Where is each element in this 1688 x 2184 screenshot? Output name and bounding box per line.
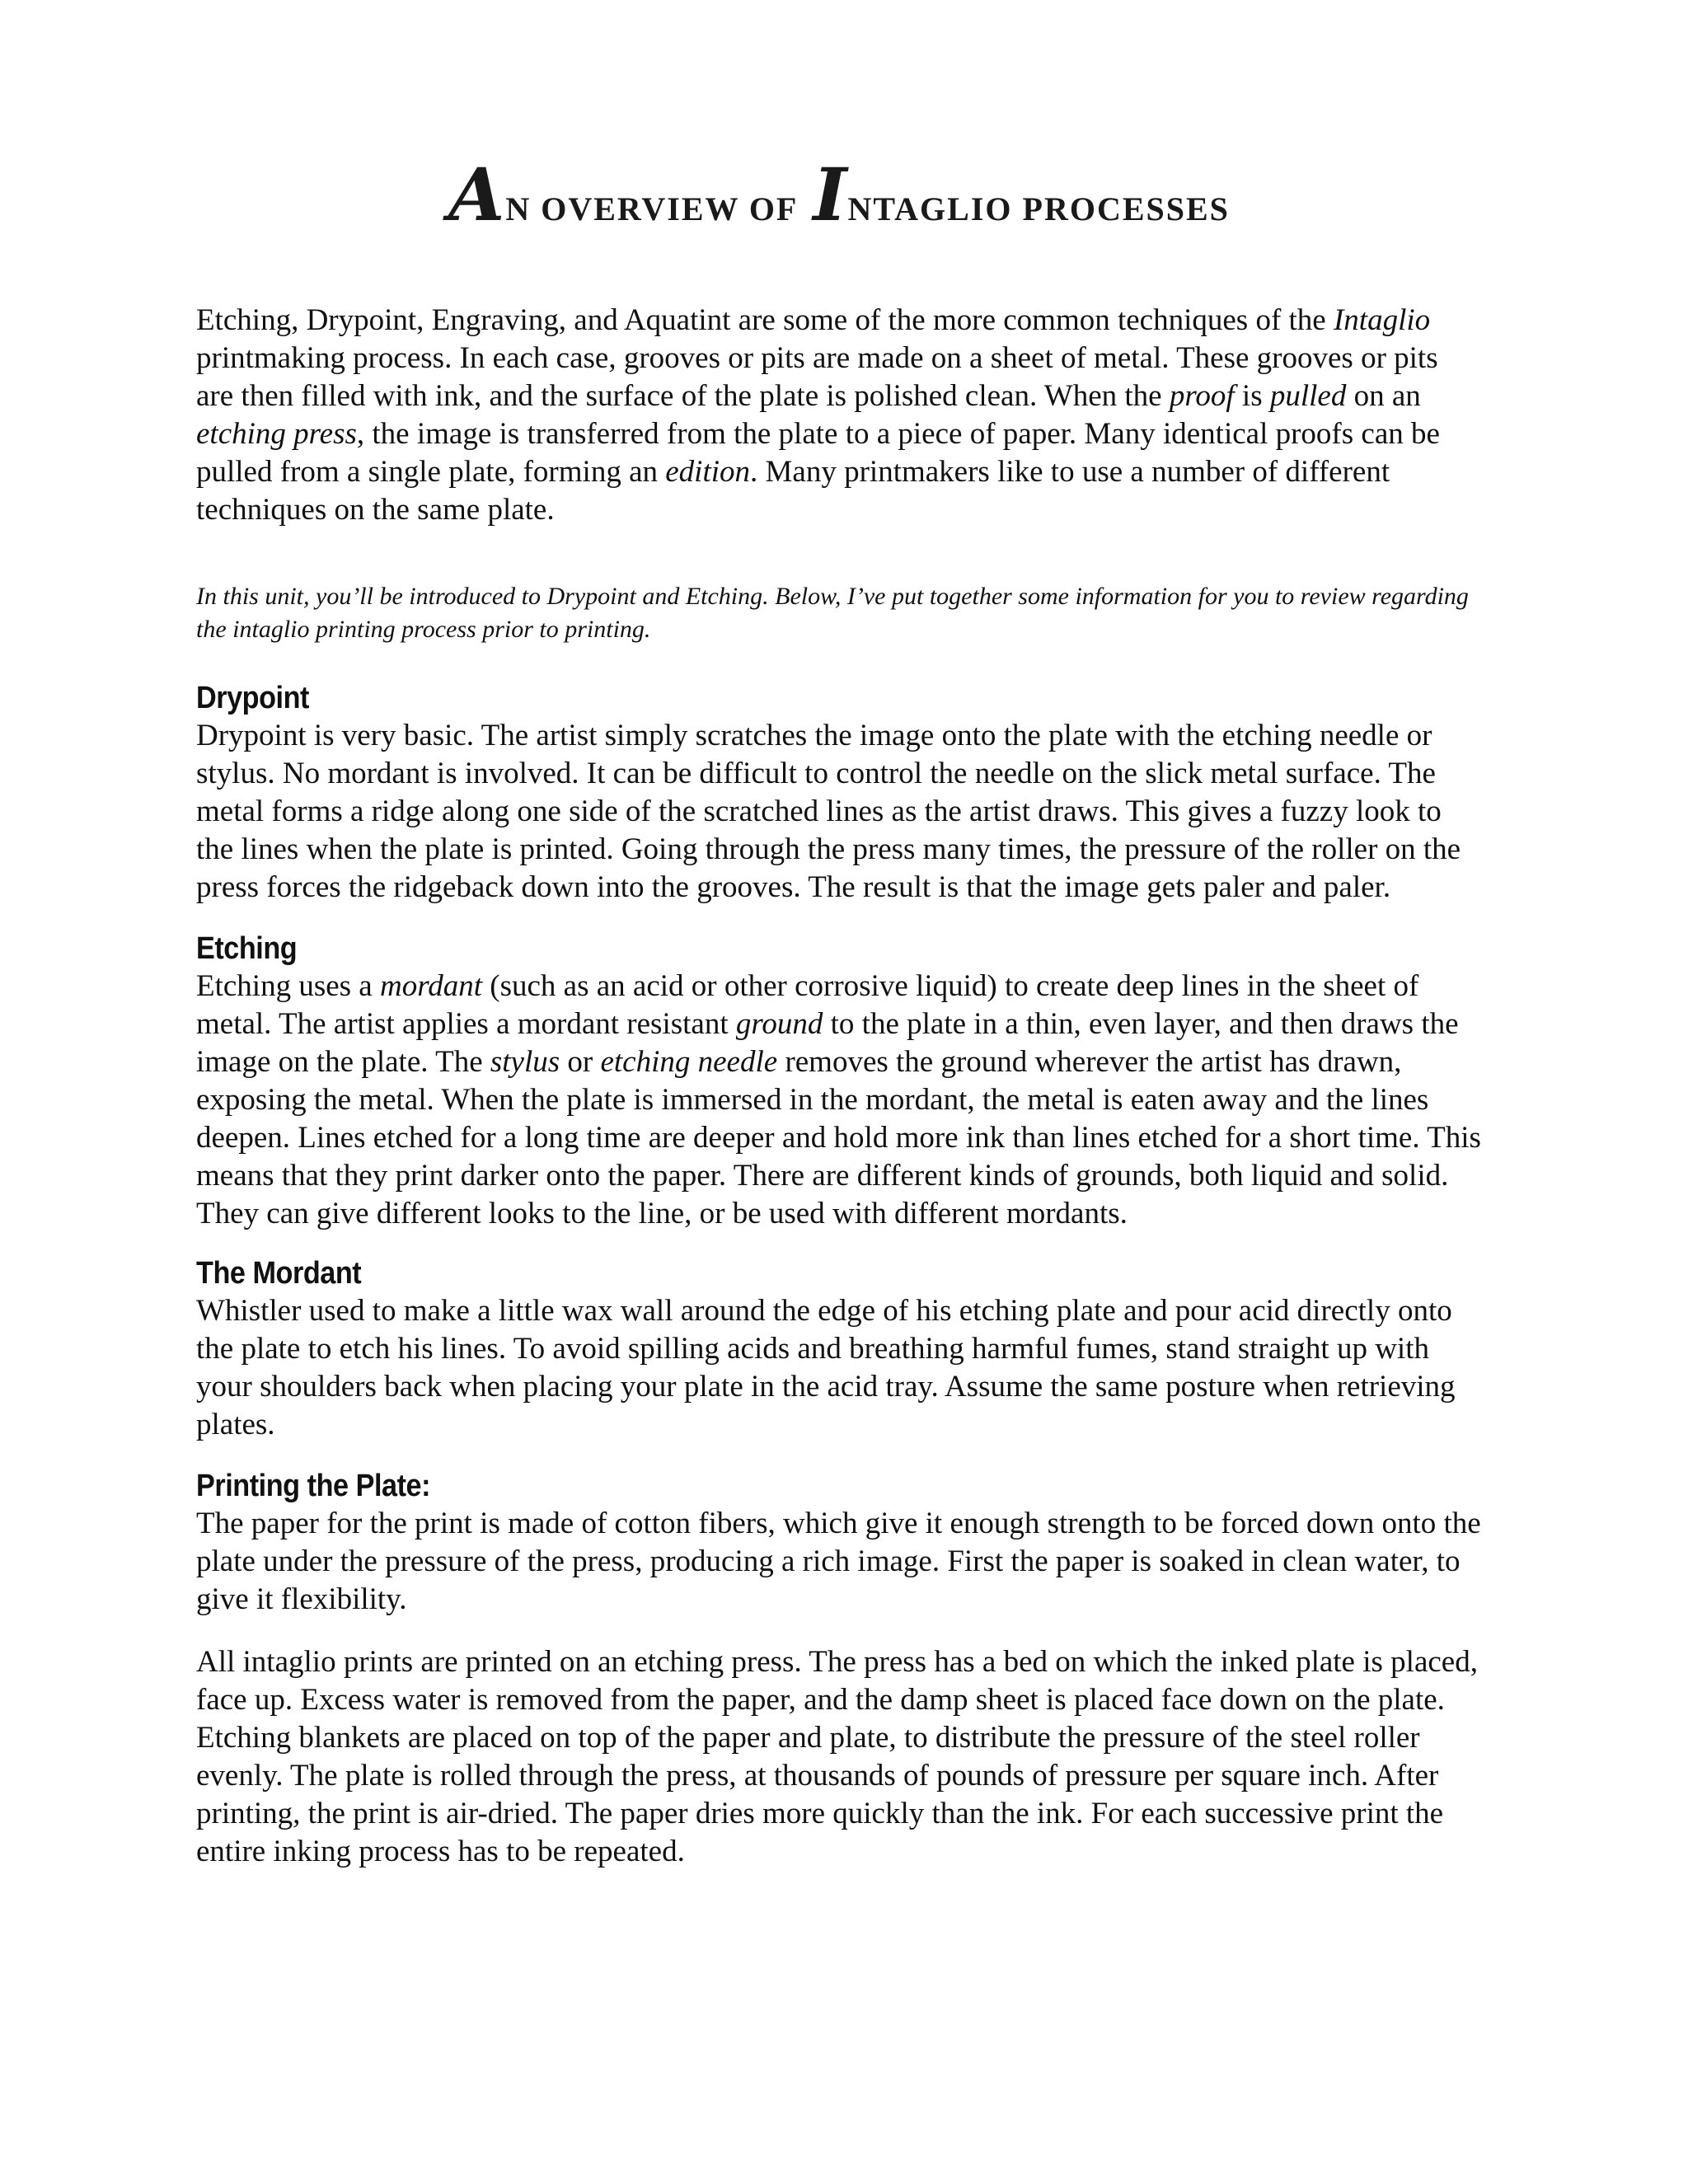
drypoint-heading: Drypoint bbox=[196, 681, 309, 715]
intro-term-pulled: pulled bbox=[1269, 379, 1347, 413]
intro-text-6: . Many printmakers like to use a number of different techniques on the same plate. bbox=[196, 455, 1390, 527]
etching-term-stylus: stylus bbox=[490, 1045, 560, 1079]
etching-term-mordant: mordant bbox=[379, 969, 483, 1003]
intro-text-2: printmaking process. In each case, grooves or pits are made on a sheet of metal. These grooves or pits are then filled with ink, and the surface of the plate is polished clean. When the bbox=[196, 341, 1438, 413]
page-title bbox=[196, 152, 1482, 237]
drypoint-paragraph: Drypoint is very basic. The artist simply scratches the image onto the plate with the etching needle or stylus. No mordant is involved. It can be difficult to control the needle on the slick metal surface. The metal forms a ridge along one side of the scratched lines as the artist draws. This gives a fuzzy look to the lines when the plate is printed. Going through the press many times, the pressure of the roller on the press forces the ridgeback down into the grooves. The result is that the image gets paler and paler. bbox=[196, 719, 1461, 904]
mordant-paragraph: Whistler used to make a little wax wall around the edge of his etching plate and pour acid directly onto the plate to etch his lines. To avoid spilling acids and breathing harmful fumes, stand straight up with your shoulders back when placing your plate in the acid tray. Assume the same posture when retrieving plates. bbox=[196, 1294, 1456, 1441]
etching-text-1: Etching uses a bbox=[196, 969, 380, 1003]
etching-text-4: or bbox=[560, 1045, 601, 1079]
mordant-heading: The Mordant bbox=[196, 1256, 362, 1291]
etching-text-2: (such as an acid or other corrosive liquid) to create deep lines in the sheet of metal. The artist applies a mordant resistant bbox=[196, 969, 1419, 1041]
title-initial-a: A bbox=[448, 152, 506, 237]
printing-paragraph-2: All intaglio prints are printed on an etching press. The press has a bed on which the inked plate is placed, face up. Excess water is removed from the paper, and the damp sheet is placed face down on the plate. Etching blankets are placed on top of the paper and plate, to distribute the pressure of the steel roller evenly. The plate is rolled through the press, at thousands of pounds of pressure per square inch. After printing, the print is air-dried. The paper dries more quickly than the ink. For each successive print the entire inking process has to be repeated. bbox=[196, 1645, 1478, 1868]
printing-heading: Printing the Plate: bbox=[196, 1469, 431, 1503]
title-part-1: N OVERVIEW OF bbox=[505, 190, 799, 227]
intro-text-5: , the image is transferred from the plate to a piece of paper. Many identical proofs can be pulled from a single plate, forming an bbox=[196, 417, 1440, 489]
title-part-2: NTAGLIO PROCESSES bbox=[847, 190, 1230, 227]
intro-term-intaglio: Intaglio bbox=[1333, 303, 1431, 337]
unit-note: In this unit, you’ll be introduced to Drypoint and Etching. Below, I’ve put together some information for you to review regarding the intaglio printing process prior to printing. bbox=[196, 583, 1469, 643]
etching-term-ground: ground bbox=[735, 1007, 823, 1041]
intro-text-1: Etching, Drypoint, Engraving, and Aquatint are some of the more common techniques of the bbox=[196, 303, 1334, 337]
etching-heading: Etching bbox=[196, 931, 298, 966]
etching-paragraph bbox=[196, 968, 1482, 1233]
etching-text-5: removes the ground wherever the artist has drawn, exposing the metal. When the plate is immersed in the mordant, the metal is eaten away and the lines deepen. Lines etched for a long time are deeper and hold more ink than lines etched for a short time. This means that they print darker onto the paper. There are different kinds of grounds, both liquid and solid. They can give different looks to the line, or be used with different mordants. bbox=[196, 1045, 1481, 1230]
printing-paragraph-1: The paper for the print is made of cotton fibers, which give it enough strength to be forced down onto the plate under the pressure of the press, producing a rich image. First the paper is soaked in clean water, to give it flexibility. bbox=[196, 1507, 1481, 1616]
intro-text-3: is bbox=[1234, 379, 1270, 413]
intro-term-edition: edition bbox=[665, 455, 751, 489]
document-page bbox=[196, 152, 1482, 1871]
etching-term-etching-needle: etching needle bbox=[600, 1045, 778, 1079]
intro-term-etching-press: etching press bbox=[196, 417, 357, 451]
intro-term-proof: proof bbox=[1169, 379, 1235, 413]
title-initial-i: I bbox=[813, 152, 848, 237]
intro-text-4: on an bbox=[1346, 379, 1421, 413]
intro-paragraph bbox=[196, 302, 1482, 529]
etching-text-3: to the plate in a thin, even layer, and then draws the image on the plate. The bbox=[196, 1007, 1459, 1079]
